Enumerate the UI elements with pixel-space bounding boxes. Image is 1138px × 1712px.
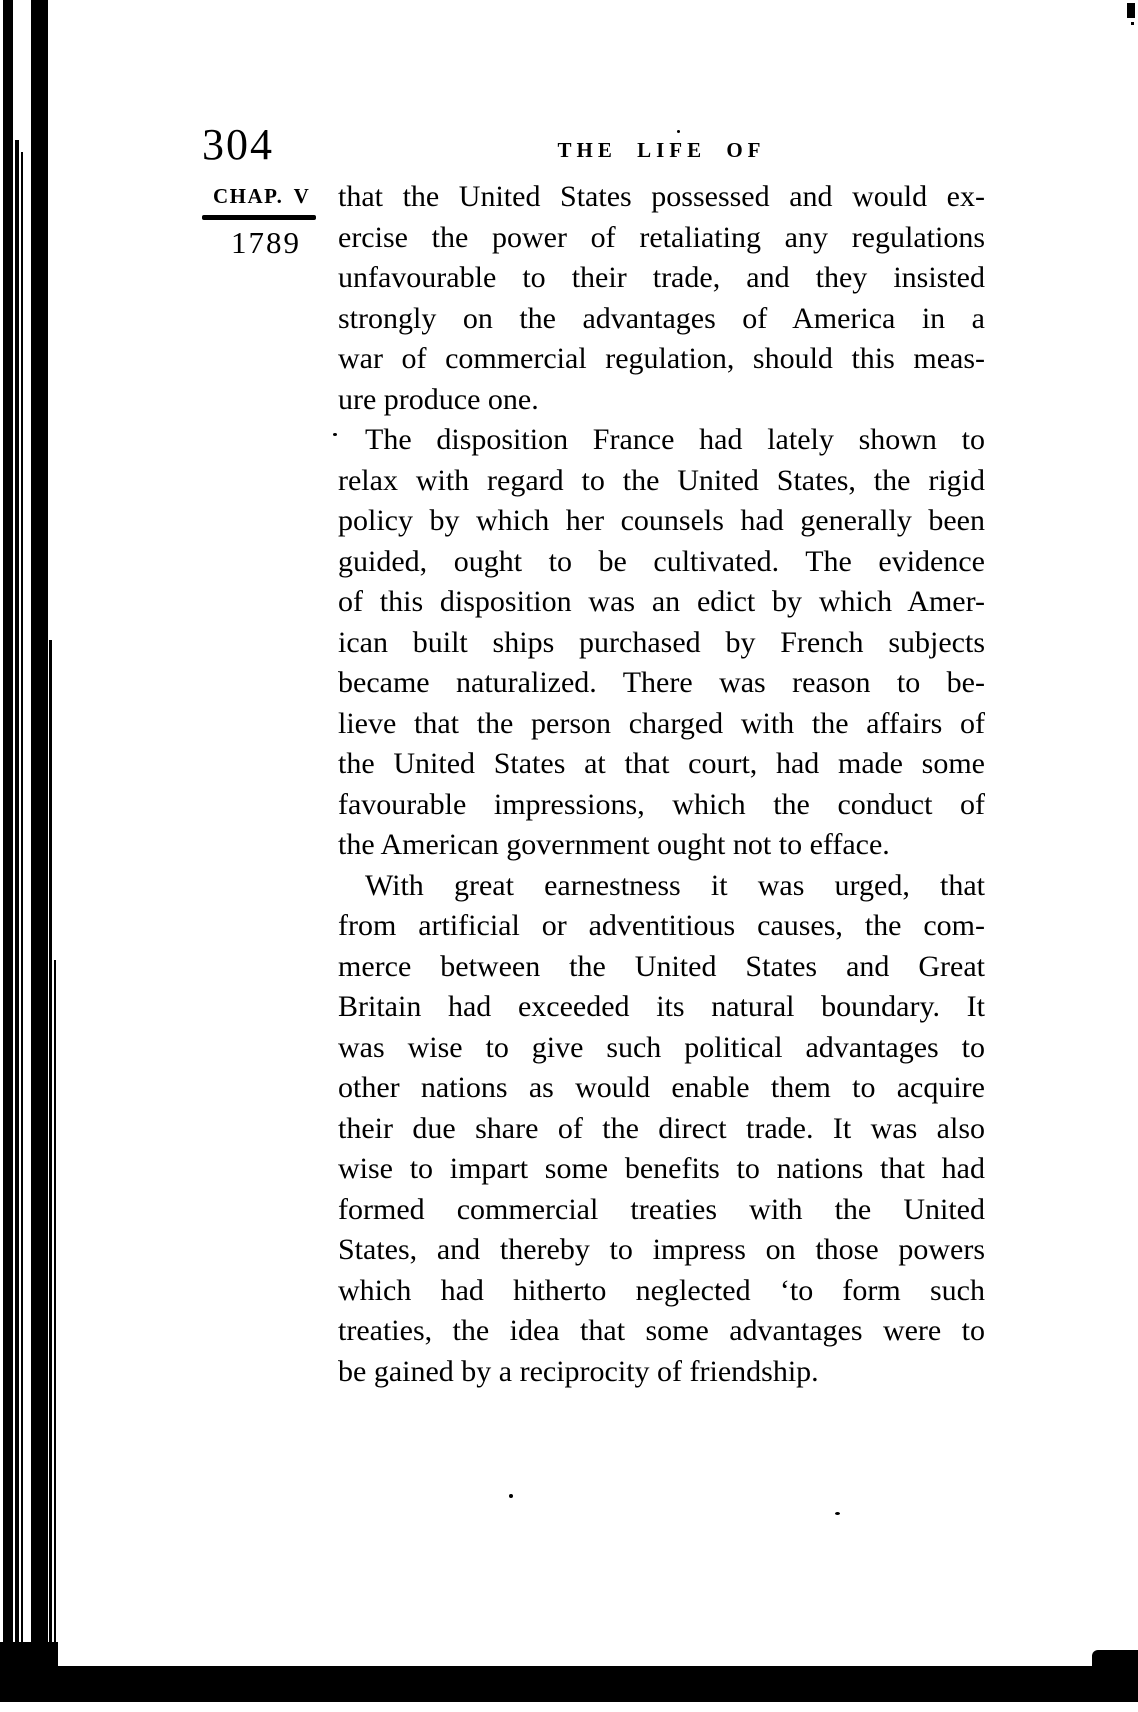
text-line: formed commercial treaties with the United: [338, 1192, 985, 1226]
text-line: which had hitherto neglected ‘to form such: [338, 1273, 985, 1307]
margin-rule: [202, 215, 316, 220]
text-line: States, and thereby to impress on those powers: [338, 1233, 985, 1266]
text-line: Britain had exceeded its natural boundary. It: [338, 990, 985, 1023]
text-line: favourable impressions, which the conduct of: [338, 787, 985, 821]
text-line: their due share of the direct trade. It was also: [338, 1111, 985, 1145]
scan-speck: [835, 1512, 840, 1515]
binding-shadow-stripe: [31, 0, 48, 1700]
scan-speck: [1131, 22, 1134, 25]
text-line: war of commercial regulation, should this meas-: [338, 342, 985, 375]
scan-speck: [677, 130, 680, 133]
binding-shadow-stripe: [21, 152, 23, 1654]
margin-year-label: 1789: [231, 225, 301, 260]
text-line: treaties, the idea that some advantages were to: [338, 1314, 985, 1347]
binding-shadow-stripe: [15, 140, 19, 1658]
text-line: merce between the United States and Great: [338, 949, 985, 983]
scan-speck: [509, 1494, 513, 1498]
text-line: of this disposition was an edict by which Amer-: [338, 585, 985, 618]
text-line: policy by which her counsels had generally been: [338, 504, 985, 537]
scan-edge-bar: [0, 1666, 1138, 1702]
text-line: ican built ships purchased by French subjects: [338, 625, 985, 659]
scan-edge-bar: [1092, 1650, 1138, 1702]
text-line: lieve that the person charged with the affairs of: [338, 706, 985, 740]
text-line: ercise the power of retaliating any regulations: [338, 220, 985, 254]
binding-shadow-stripe: [3, 0, 13, 1700]
binding-shadow-stripe: [49, 640, 52, 1656]
text-line: ure produce one.: [338, 382, 539, 416]
text-line: the American government ought not to efface.: [338, 828, 890, 861]
text-line: became naturalized. There was reason to be-: [338, 666, 985, 699]
running-head: THE LIFE OF: [557, 138, 766, 162]
text-line: that the United States possessed and would ex-: [338, 180, 985, 213]
text-line: unfavourable to their trade, and they insisted: [338, 261, 985, 294]
text-line: guided, ought to be cultivated. The evidence: [338, 544, 985, 578]
text-line: be gained by a reciprocity of friendship.: [338, 1354, 819, 1388]
binding-shadow-stripe: [54, 960, 56, 1652]
text-line: was wise to give such political advantages to: [338, 1030, 985, 1064]
text-line: strongly on the advantages of America in a: [338, 301, 985, 335]
text-line: relax with regard to the United States, the rigid: [338, 463, 985, 497]
text-line: With great earnestness it was urged, that: [365, 868, 985, 902]
text-line: other nations as would enable them to acquire: [338, 1071, 985, 1104]
text-line: from artificial or adventitious causes, the com-: [338, 909, 985, 942]
text-line: The disposition France had lately shown to: [365, 423, 985, 456]
page-number: 304: [202, 120, 274, 169]
scan-speck: [333, 433, 337, 436]
text-line: wise to impart some benefits to nations that had: [338, 1152, 985, 1185]
margin-chapter-label: CHAP. V: [213, 184, 311, 208]
scan-speck: [1127, 3, 1135, 18]
body-text: [338, 177, 985, 1392]
text-line: the United States at that court, had made some: [338, 747, 985, 780]
